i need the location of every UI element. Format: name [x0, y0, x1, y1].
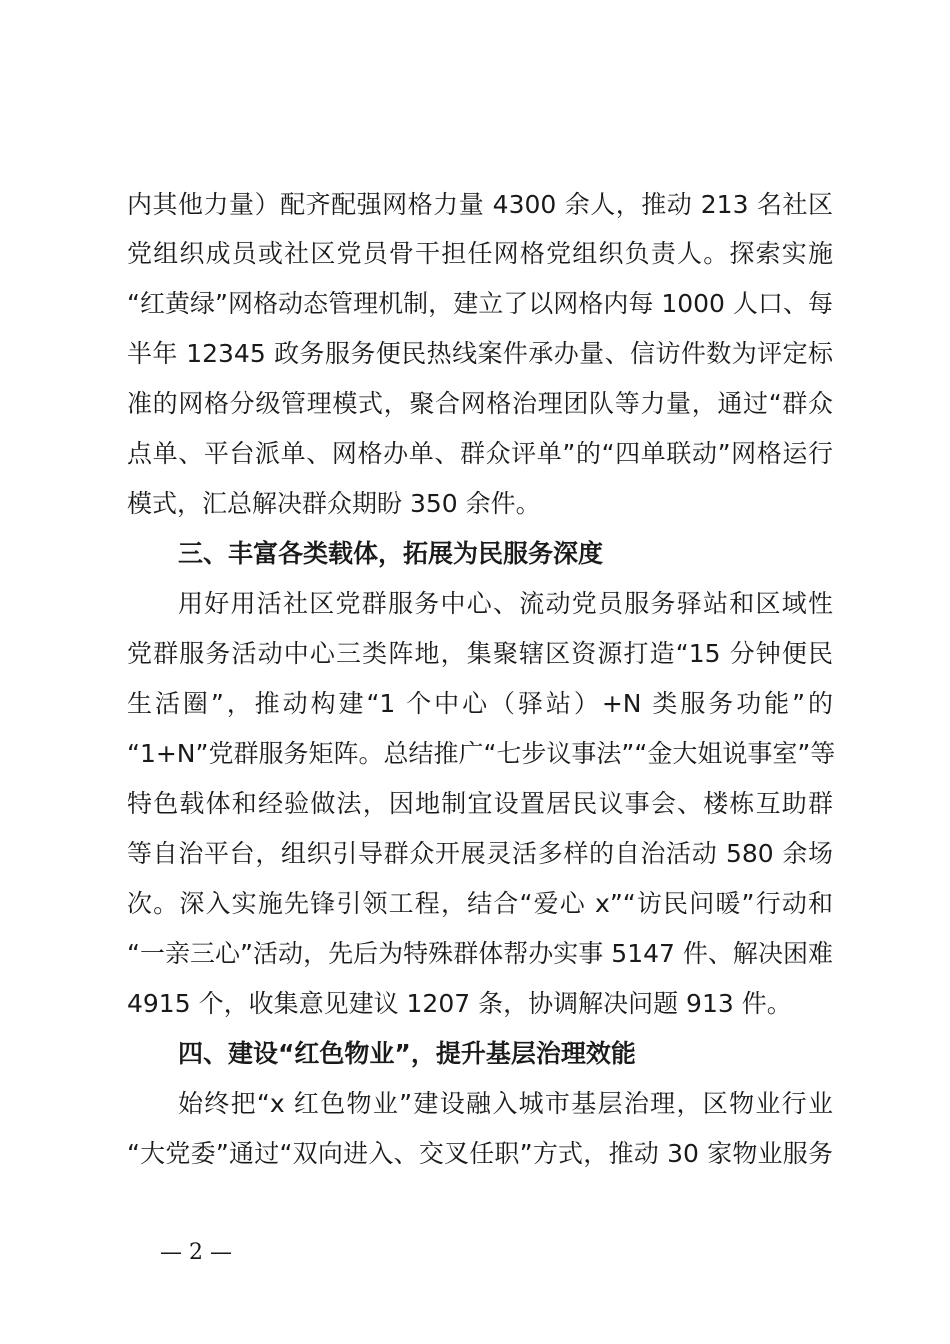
- body-text-line: 用好用活社区党群服务中心、流动党员服务驿站和区域性: [178, 589, 833, 618]
- body-text-line: 准的网格分级管理模式，聚合网格治理团队等力量，通过“群众: [127, 389, 833, 418]
- body-text-line: “1+N”党群服务矩阵。总结推广“七步议事法”“金大姐说事室”等: [127, 739, 836, 768]
- body-text-line: 点单、平台派单、网格办单、群众评单”的“四单联动”网格运行: [127, 439, 833, 468]
- section-heading: 四、建设“红色物业”，提升基层治理效能: [178, 1039, 636, 1068]
- body-text-line: 始终把“x 红色物业”建设融入城市基层治理，区物业行业: [178, 1089, 833, 1118]
- body-text-line: 次。深入实施先锋引领工程，结合“爱心 x”“访民问暖”行动和: [127, 889, 833, 918]
- body-text-line: 党组织成员或社区党员骨干担任网格党组织负责人。探索实施: [127, 239, 833, 268]
- body-text-line: “红黄绿”网格动态管理机制，建立了以网格内每 1000 人口、每: [127, 289, 833, 318]
- section-heading: 三、丰富各类载体，拓展为民服务深度: [178, 539, 604, 568]
- body-text-line: 模式，汇总解决群众期盼 350 余件。: [127, 489, 541, 518]
- body-text-line: 党群服务活动中心三类阵地，集聚辖区资源打造“15 分钟便民: [127, 639, 833, 668]
- page-number: — 2 —: [160, 1240, 232, 1265]
- body-text-line: 特色载体和经验做法，因地制宜设置居民议事会、楼栋互助群: [127, 789, 833, 818]
- body-text-line: 内其他力量）配齐配强网格力量 4300 余人，推动 213 名社区: [127, 190, 833, 219]
- body-text-line: 生活圈”，推动构建“1 个中心（驿站）+N 类服务功能”的: [127, 689, 833, 718]
- body-text-line: 半年 12345 政务服务便民热线案件承办量、信访件数为评定标: [127, 339, 833, 368]
- body-text-line: “大党委”通过“双向进入、交叉任职”方式，推动 30 家物业服务: [127, 1139, 833, 1168]
- body-text-line: 4915 个，收集意见建议 1207 条，协调解决问题 913 件。: [127, 989, 792, 1018]
- body-text-line: “一亲三心”活动，先后为特殊群体帮办实事 5147 件、解决困难: [127, 939, 833, 968]
- body-text-line: 等自治平台，组织引导群众开展灵活多样的自治活动 580 余场: [127, 839, 833, 868]
